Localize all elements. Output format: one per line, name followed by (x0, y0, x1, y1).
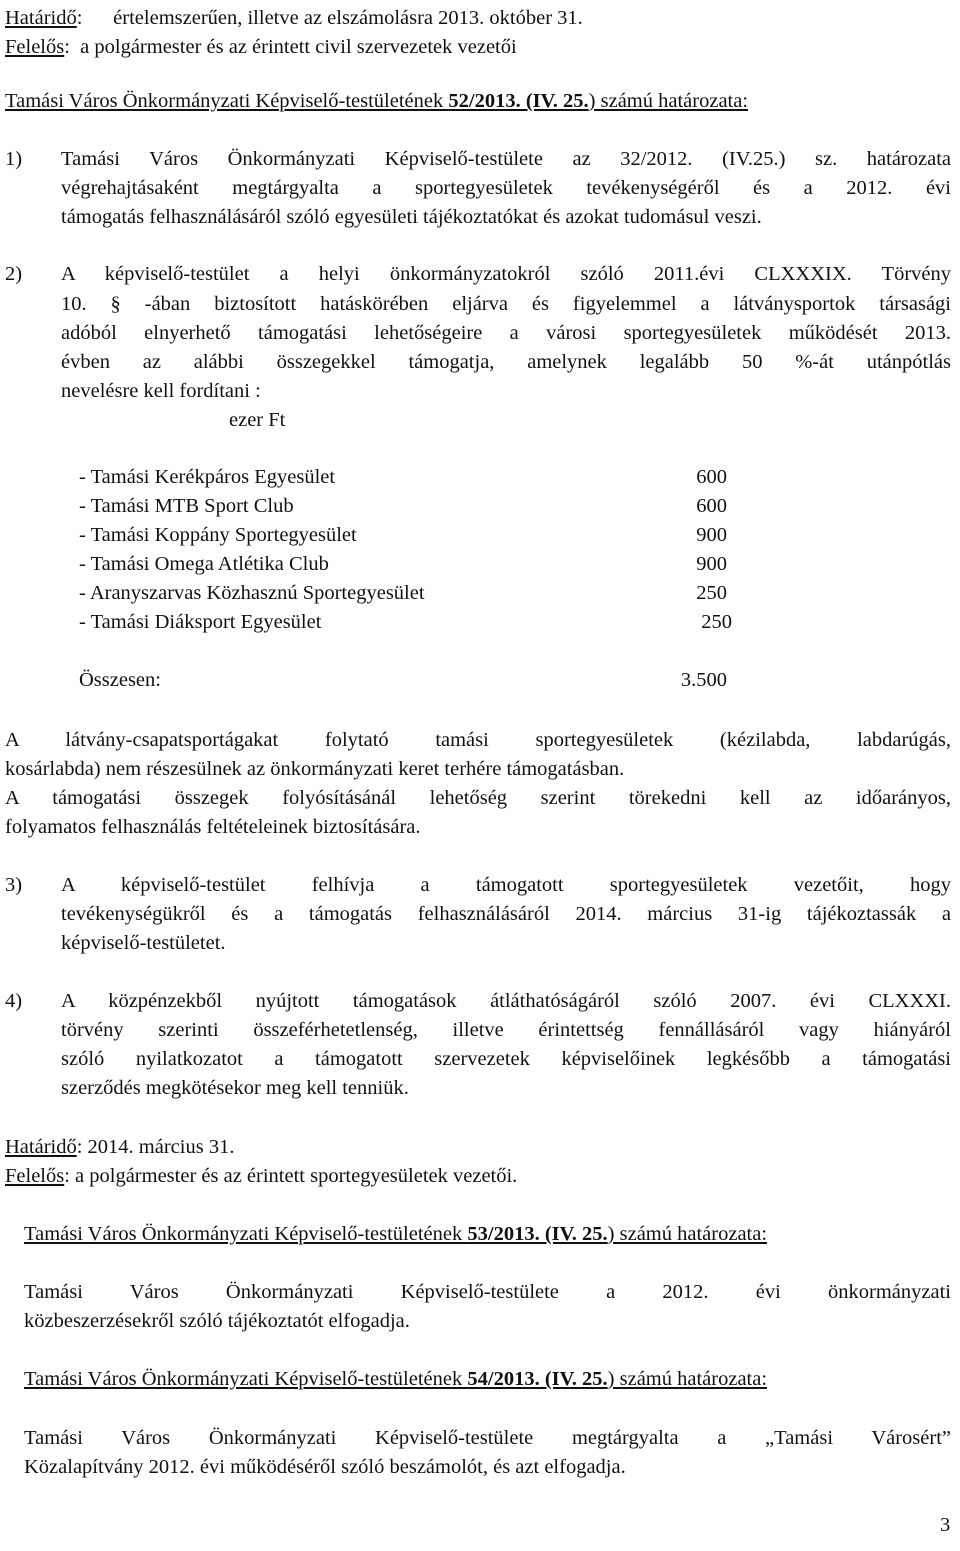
point-2-number: 2) (5, 263, 23, 285)
list-item-amount: 250 (696, 582, 727, 604)
list-item-amount: 900 (696, 553, 727, 575)
point-2-line-1: A képviselő-testület a helyi önkormányzatokról szóló 2011.évi CLXXXIX. Törvény (61, 263, 951, 285)
resolution-number: 53/2013. (IV. 25. (467, 1223, 608, 1245)
unit-label: ezer Ft (229, 409, 286, 431)
resolution-number: 52/2013. (IV. 25. (448, 90, 589, 112)
point-1-line-3: támogatás felhasználásáról szóló egyesületi tájékoztatókat és azokat tudomásul veszi. (61, 206, 762, 228)
deadline-line (5, 1133, 234, 1162)
paragraph-a-line-1: A látvány-csapatsportágakat folytató tamási sportegyesületek (kézilabda, labdarúgás, (5, 729, 951, 751)
responsible-text: : a polgármester és az érintett sportegyesületek vezetői. (64, 1165, 518, 1187)
point-1-line-1: Tamási Város Önkormányzati Képviselő-testülete az 32/2012. (IV.25.) sz. határozata (61, 148, 951, 170)
list-item-amount: 600 (696, 466, 727, 488)
point-3-line-3: képviselő-testületet. (61, 932, 226, 954)
paragraph-b-line-1: A támogatási összegek folyósításánál lehetőség szerint törekedni kell az időarányos, (5, 787, 951, 809)
list-item-amount: 250 (701, 611, 732, 633)
title-suffix: ) számú határozata: (588, 90, 749, 112)
point-2-line-4: évben az alábbi összegekkel támogatja, amelynek legalább 50 %-át utánpótlás (61, 351, 951, 373)
responsible-label: Felelős (5, 1165, 65, 1187)
deadline-label: Határidő (5, 1136, 77, 1158)
resolution-54-line-1: Tamási Város Önkormányzati Képviselő-testülete megtárgyalta a „Tamási Városért” (24, 1427, 951, 1449)
resolution-53-title (24, 1220, 767, 1249)
deadline-line (5, 4, 583, 33)
list-item: - Tamási Diáksport Egyesület (79, 611, 322, 633)
resolution-52-title (5, 87, 748, 116)
deadline-text: : 2014. március 31. (76, 1136, 235, 1158)
list-item: - Tamási Koppány Sportegyesület (79, 524, 357, 546)
point-2-line-5: nevelésre kell fordítani : (61, 380, 261, 402)
list-item-amount: 600 (696, 495, 727, 517)
resolution-53-line-1: Tamási Város Önkormányzati Képviselő-testülete a 2012. évi önkormányzati (24, 1281, 951, 1303)
title-prefix: Tamási Város Önkormányzati Képviselő-testületének (24, 1368, 468, 1390)
resolution-53-line-2: közbeszerzésekről szóló tájékoztatót elfogadja. (24, 1310, 410, 1332)
point-3-line-2: tevékenységükről és a támogatás felhasználásáról 2014. március 31-ig tájékoztassák a (61, 903, 951, 925)
deadline-label: Határidő (5, 7, 77, 29)
list-item: - Tamási MTB Sport Club (79, 495, 294, 517)
responsible-text: : a polgármester és az érintett civil szervezetek vezetői (64, 36, 517, 58)
resolution-54-title (24, 1365, 767, 1394)
point-1-number: 1) (5, 148, 23, 170)
paragraph-a-line-2: kosárlabda) nem részesülnek az önkormányzati keret terhére támogatásban. (5, 758, 625, 780)
point-2-line-2: 10. § -ában biztosított hatáskörében eljárva és figyelemmel a látványsportok társasági (61, 293, 951, 315)
point-1-line-2: végrehajtásaként megtárgyalta a sportegyesületek tevékenységéről és a 2012. évi (61, 177, 951, 199)
point-3-number: 3) (5, 874, 23, 896)
list-item-amount: 900 (696, 524, 727, 546)
point-4-line-4: szerződés megkötésekor meg kell tenniük. (61, 1077, 409, 1099)
point-3-line-1: A képviselő-testület felhívja a támogatott sportegyesületek vezetőit, hogy (61, 874, 951, 896)
list-item: - Tamási Omega Atlétika Club (79, 553, 329, 575)
page-number: 3 (940, 1514, 951, 1536)
point-4-line-2: törvény szerinti összeférhetetlenség, illetve érintettség fennállásáról vagy hiányáról (61, 1019, 951, 1041)
list-item: - Tamási Kerékpáros Egyesület (79, 466, 336, 488)
total-value: 3.500 (680, 669, 727, 691)
total-label: Összesen: (79, 669, 161, 691)
responsible-line (5, 1162, 517, 1191)
responsible-line (5, 33, 517, 62)
title-prefix: Tamási Város Önkormányzati Képviselő-testületének (5, 90, 449, 112)
title-suffix: ) számú határozata: (607, 1368, 768, 1390)
point-2-line-3: adóból elnyerhető támogatási lehetőségeire a városi sportegyesületek működését 2013. (61, 322, 951, 344)
point-4-line-3: szóló nyilatkozatot a támogatott szervezetek képviselőinek legkésőbb a támogatási (61, 1048, 951, 1070)
resolution-number: 54/2013. (IV. 25. (467, 1368, 608, 1390)
responsible-label: Felelős (5, 36, 65, 58)
deadline-text: : értelemszerűen, illetve az elszámolásra 2013. október 31. (76, 7, 583, 29)
title-prefix: Tamási Város Önkormányzati Képviselő-testületének (24, 1223, 468, 1245)
resolution-54-line-2: Közalapítvány 2012. évi működéséről szóló beszámolót, és azt elfogadja. (24, 1456, 626, 1478)
point-4-number: 4) (5, 990, 23, 1012)
paragraph-b-line-2: folyamatos felhasználás feltételeinek biztosítására. (5, 816, 421, 838)
list-item: - Aranyszarvas Közhasznú Sportegyesület (79, 582, 425, 604)
title-suffix: ) számú határozata: (607, 1223, 768, 1245)
point-4-line-1: A közpénzekből nyújtott támogatások átláthatóságáról szóló 2007. évi CLXXXI. (61, 990, 951, 1012)
